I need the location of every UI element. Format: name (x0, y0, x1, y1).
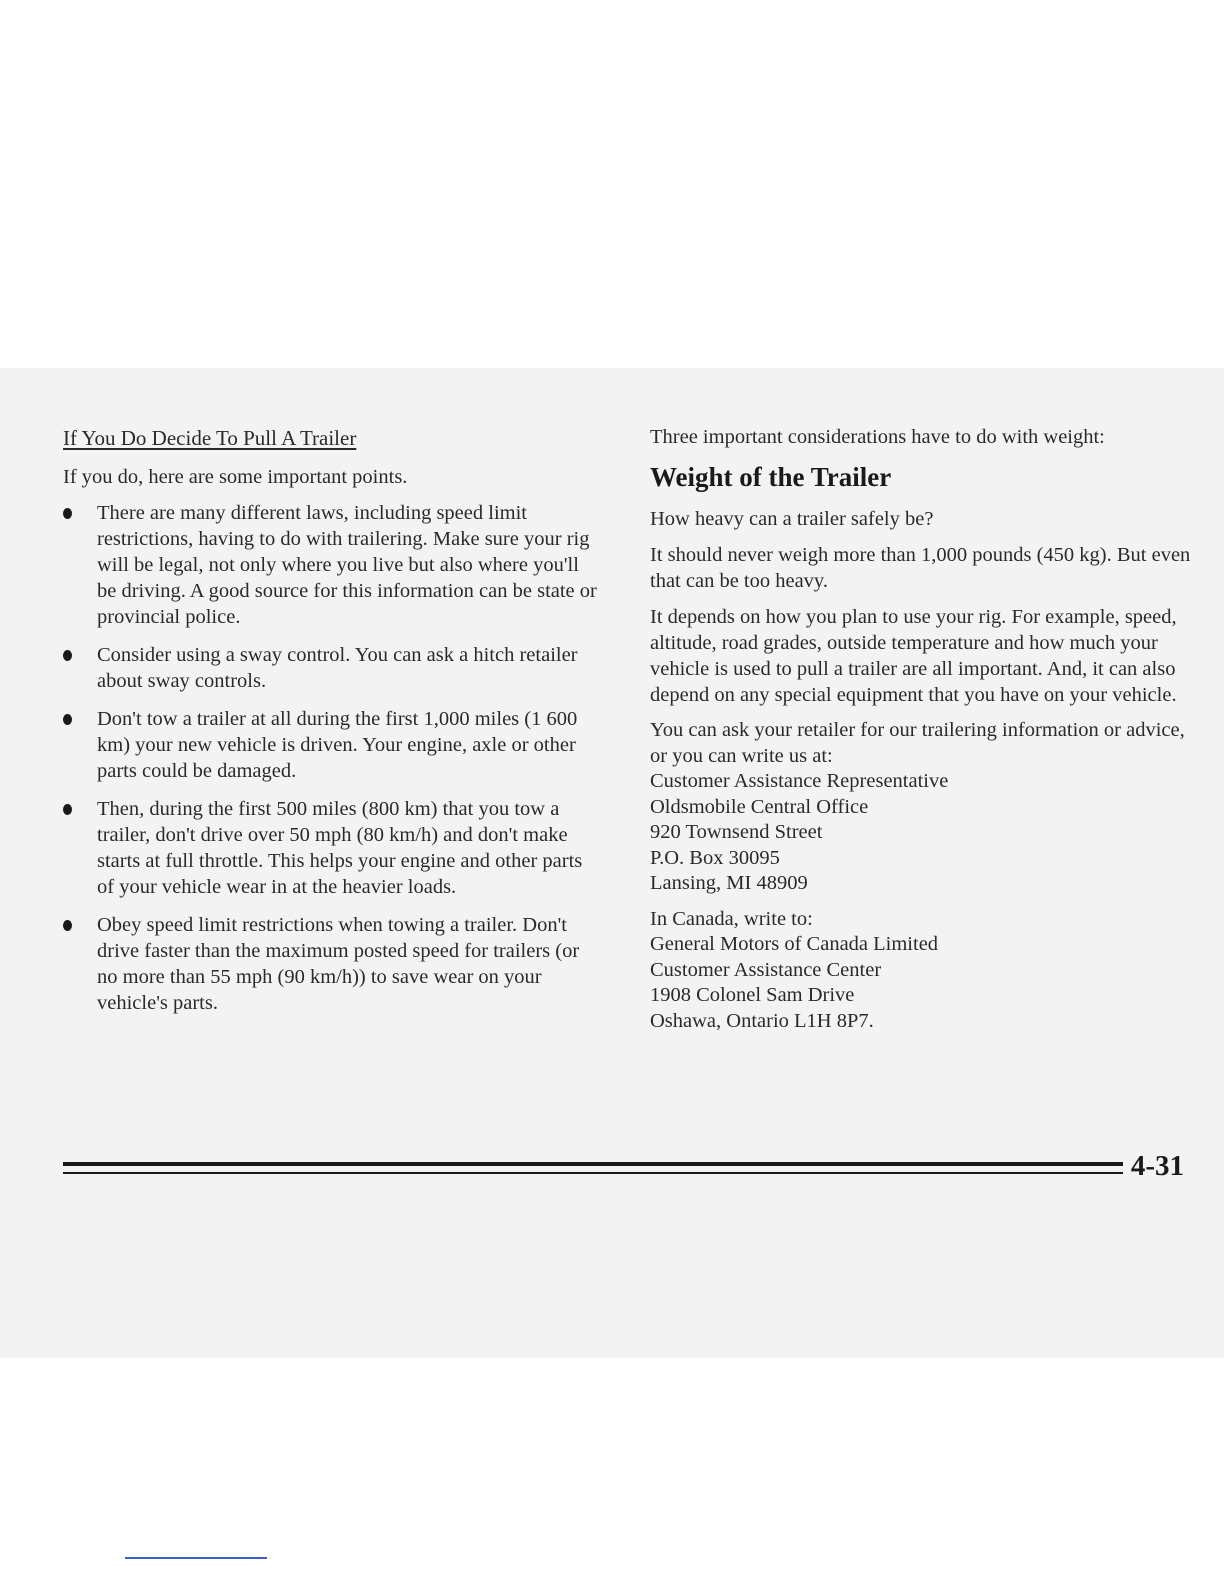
canada-intro: In Canada, write to: (650, 907, 813, 930)
us-contact-block (650, 718, 1195, 897)
bullet-item (63, 796, 603, 900)
address-line: 920 Townsend Street (650, 821, 823, 843)
intro-text: If you do, here are some important points. (63, 466, 408, 488)
page-number: 4-31 (1130, 1150, 1184, 1182)
bullet-item (63, 912, 603, 1016)
right-column (650, 424, 1195, 1044)
contact-intro: You can ask your retailer for our trailering information or advice, or you can write us at: (650, 719, 1185, 767)
bullet-icon (63, 920, 72, 931)
bullet-item (63, 642, 603, 694)
bullet-icon (63, 804, 72, 815)
footer-rule-thick (63, 1162, 1123, 1166)
address-line: Customer Assistance Center (650, 958, 882, 981)
bullet-list (63, 500, 603, 1016)
address-line: Customer Assistance Representative (650, 770, 949, 792)
question-text: How heavy can a trailer safely be? (650, 508, 934, 530)
bullet-text: Obey speed limit restrictions when towing a trailer. Don't drive faster than the maximum posted speed for trailers (or no more than 55 mph (90 km/h)) to save wear on your vehicle's parts. (97, 914, 580, 1014)
weight-limit-paragraph: It should never weigh more than 1,000 pounds (450 kg). But even that can be too heavy. (650, 544, 1191, 592)
bullet-icon (63, 650, 72, 661)
bullet-item (63, 706, 603, 784)
bullet-text: Then, during the first 500 miles (800 km) that you tow a trailer, don't drive over 50 mph (80 km/h) and don't make starts at full throttle. This helps your engine and other parts of your vehicle wear in at the heavier loads. (97, 798, 583, 898)
canada-contact-block (650, 907, 1195, 1035)
bullet-text: There are many different laws, including speed limit restrictions, having to do with trailering. Make sure your rig will be legal, not only where you live but also where you'll be driving. A good source for this information can be state or provincial police. (97, 502, 597, 628)
footer-rule-thin (63, 1172, 1123, 1174)
bullet-item (63, 500, 603, 630)
bullet-text: Don't tow a trailer at all during the first 1,000 miles (1 600 km) your new vehicle is driven. Your engine, axle or other parts could be damaged. (97, 708, 578, 782)
bullet-icon (63, 714, 72, 725)
bullet-icon (63, 508, 72, 519)
address-line: Lansing, MI 48909 (650, 872, 808, 894)
bullet-text: Consider using a sway control. You can ask a hitch retailer about sway controls. (97, 644, 578, 692)
footer-accent-line (125, 1557, 267, 1559)
section-subheading: If You Do Decide To Pull A Trailer (63, 426, 357, 450)
left-column (63, 424, 603, 1028)
address-line: General Motors of Canada Limited (650, 933, 939, 955)
address-line: P.O. Box 30095 (650, 846, 780, 869)
section-title: Weight of the Trailer (650, 462, 892, 492)
weight-intro: Three important considerations have to do with weight: (650, 426, 1105, 448)
address-line: Oldsmobile Central Office (650, 795, 869, 818)
depends-paragraph: It depends on how you plan to use your rig. For example, speed, altitude, road grades, outside temperature and how much your vehicle is used to pull a trailer are all important. And, it can also depend on any special equipment that you have on your vehicle. (650, 606, 1177, 706)
address-line: Oshawa, Ontario L1H 8P7. (650, 1009, 874, 1032)
address-line: 1908 Colonel Sam Drive (650, 984, 855, 1006)
